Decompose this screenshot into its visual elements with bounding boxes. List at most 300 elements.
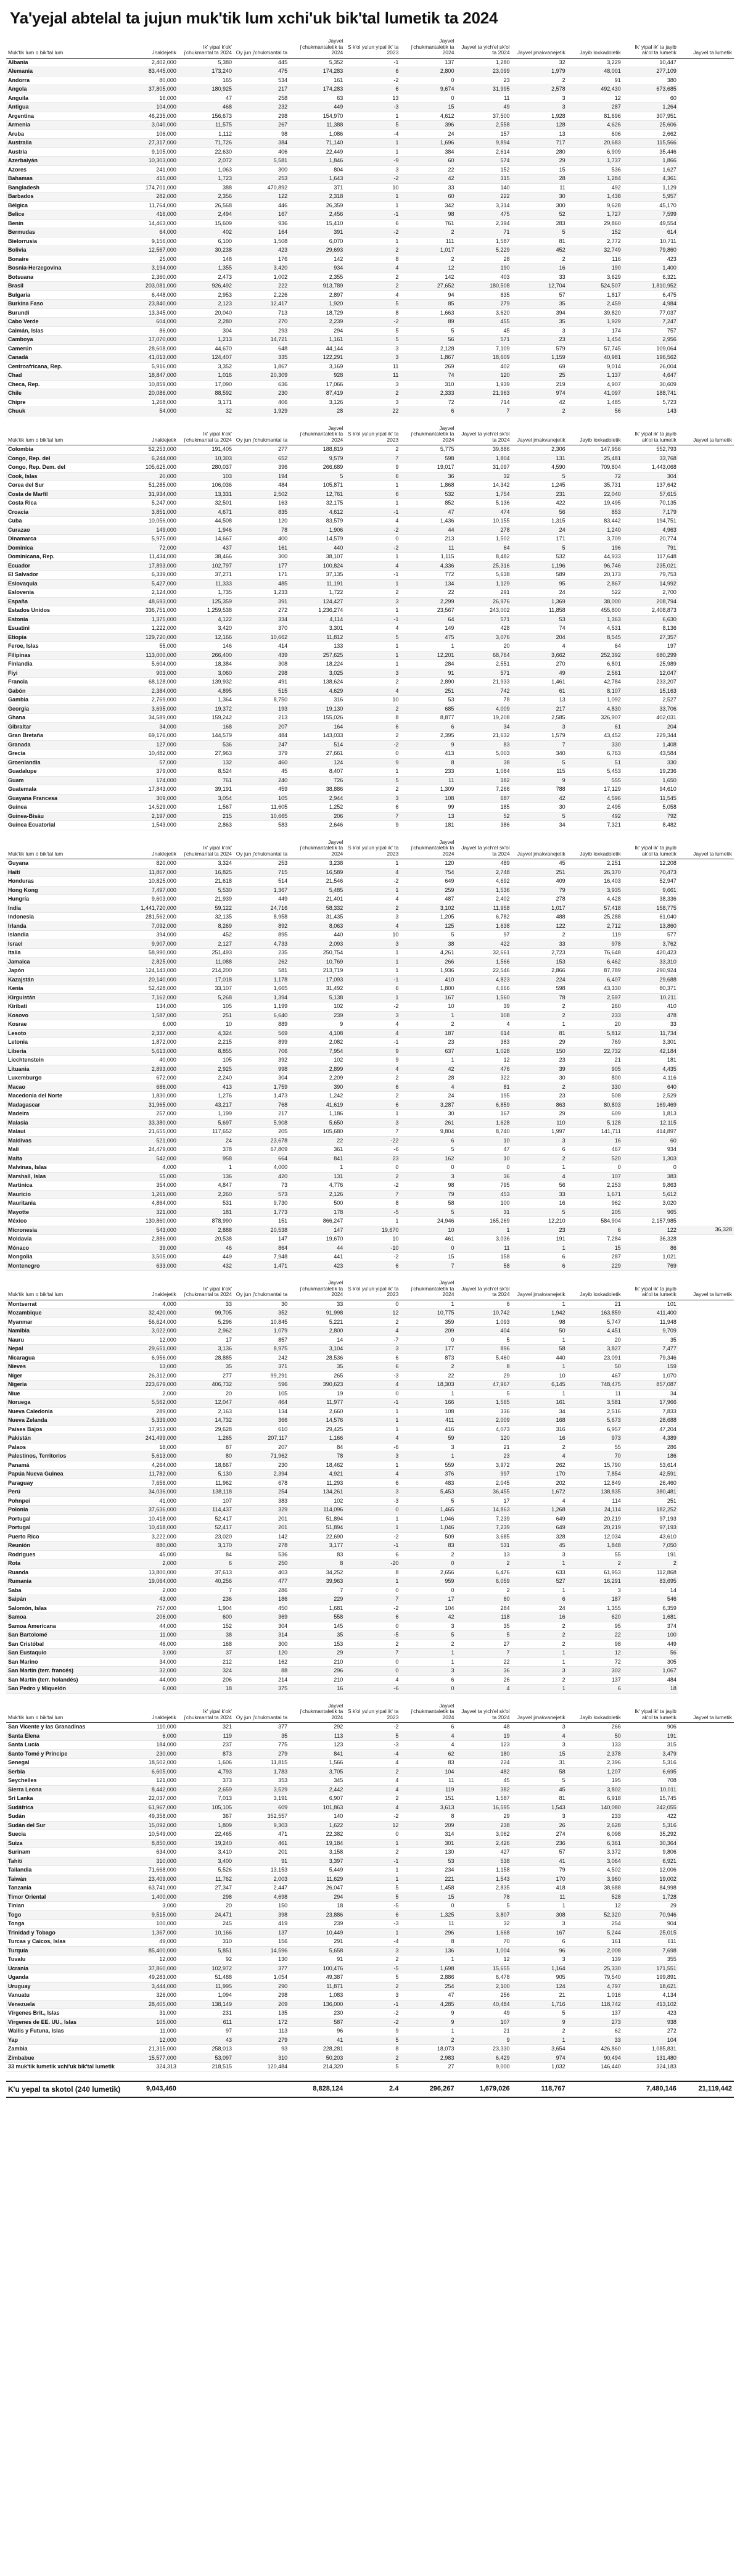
table-cell: 514 bbox=[234, 877, 289, 886]
table-cell: 1,904 bbox=[178, 1604, 234, 1613]
table-cell: 113,000,000 bbox=[123, 651, 178, 660]
table-cell: 8 bbox=[345, 308, 400, 318]
country-name: Vanuatu bbox=[6, 1991, 123, 2000]
table-cell: 251 bbox=[400, 687, 456, 696]
table-row bbox=[6, 192, 734, 202]
country-name: Colombia bbox=[6, 445, 123, 455]
table-cell: 1,728 bbox=[623, 1893, 678, 1902]
table-row bbox=[6, 1803, 734, 1812]
table-cell: 20 bbox=[178, 1389, 234, 1398]
table-cell: 3,025 bbox=[289, 669, 345, 678]
table-cell: 171 bbox=[512, 535, 567, 544]
table-cell: 4,000 bbox=[123, 1163, 178, 1173]
table-cell: 278 bbox=[512, 895, 567, 904]
table-cell: 5,244 bbox=[567, 1928, 623, 1938]
table-cell: 287 bbox=[567, 103, 623, 112]
table-cell: 47 bbox=[456, 1146, 511, 1155]
table-cell: 1 bbox=[512, 1902, 567, 1911]
table-cell: 52,947 bbox=[623, 877, 678, 886]
table-row bbox=[6, 398, 734, 407]
table-cell: 289,000 bbox=[123, 1407, 178, 1416]
table-cell: 11,191 bbox=[289, 579, 345, 588]
table-cell: 35,446 bbox=[623, 147, 678, 157]
table-cell: 1,252 bbox=[289, 803, 345, 812]
table-cell: 55,000 bbox=[123, 642, 178, 651]
table-cell: 406 bbox=[234, 147, 289, 157]
table-cell: 120 bbox=[400, 859, 456, 869]
table-cell: 16,589 bbox=[289, 868, 345, 877]
table-cell: 5,851 bbox=[178, 1946, 234, 1955]
table-cell: 100 bbox=[623, 1631, 678, 1640]
table-cell: -5 bbox=[345, 1208, 400, 1217]
table-cell: 8,407 bbox=[289, 767, 345, 777]
table-cell: 16 bbox=[567, 1136, 623, 1146]
country-name: Tailandia bbox=[6, 1866, 123, 1875]
table-cell: 1,129 bbox=[456, 579, 511, 588]
table-cell: 1,408 bbox=[623, 740, 678, 749]
table-row bbox=[6, 380, 734, 389]
table-cell: 4 bbox=[345, 624, 400, 634]
table-cell: 609 bbox=[567, 1110, 623, 1119]
table-cell: 352,557 bbox=[234, 1812, 289, 1822]
table-cell: 3 bbox=[512, 1920, 567, 1929]
country-name: Mauritania bbox=[6, 1199, 123, 1208]
table-cell: -2 bbox=[345, 1604, 400, 1613]
table-cell: 2,863 bbox=[178, 821, 234, 830]
column-header: Jayvel j'chukmantaletik ta 2024 bbox=[400, 1279, 456, 1300]
country-name: Timor Oriental bbox=[6, 1893, 123, 1902]
table-cell: 167 bbox=[456, 1110, 511, 1119]
table-row bbox=[6, 1496, 734, 1506]
table-cell: 119 bbox=[567, 931, 623, 940]
table-cell: 377 bbox=[234, 1964, 289, 1973]
table-cell: 1 bbox=[345, 201, 400, 210]
table-cell: 978 bbox=[567, 939, 623, 949]
table-cell: 310,000 bbox=[123, 1857, 178, 1866]
table-row bbox=[6, 1389, 734, 1398]
table-cell: 22 bbox=[567, 1631, 623, 1640]
table-cell: 16,291 bbox=[567, 1577, 623, 1587]
table-cell: 233 bbox=[400, 767, 456, 777]
table-cell: 195 bbox=[567, 1777, 623, 1786]
table-cell: 26,460 bbox=[623, 1479, 678, 1488]
table-row bbox=[6, 975, 734, 985]
table-cell: 23,020 bbox=[178, 1532, 234, 1542]
table-cell: 156 bbox=[234, 1938, 289, 1947]
table-cell: 43,217 bbox=[178, 1100, 234, 1110]
table-cell: 80 bbox=[178, 1452, 234, 1461]
table-cell: 21,618 bbox=[178, 877, 234, 886]
table-cell: 905 bbox=[512, 1973, 567, 1983]
table-row bbox=[6, 740, 734, 749]
table-cell: 282,000 bbox=[123, 192, 178, 202]
table-cell: 98 bbox=[400, 1181, 456, 1191]
table-cell: 32,749 bbox=[567, 246, 623, 255]
table-cell: 97 bbox=[178, 2027, 234, 2036]
table-cell: -1 bbox=[345, 210, 400, 220]
table-cell: 45 bbox=[234, 767, 289, 777]
table-cell: 709,804 bbox=[567, 463, 623, 473]
table-cell: 9 bbox=[345, 1047, 400, 1056]
table-cell: 2 bbox=[400, 1363, 456, 1372]
table-cell: 452 bbox=[512, 246, 567, 255]
table-cell: 7 bbox=[345, 1595, 400, 1604]
country-name: Bulgaria bbox=[6, 291, 123, 300]
table-cell: 23 bbox=[456, 1452, 511, 1461]
table-cell: 455 bbox=[456, 318, 511, 327]
table-cell: 279 bbox=[234, 1749, 289, 1759]
table-cell: 100 bbox=[456, 1199, 511, 1208]
column-header: Jayib loxkadoletik bbox=[567, 38, 623, 58]
table-cell: 44,508 bbox=[178, 517, 234, 526]
table-cell: 5,975,000 bbox=[123, 535, 178, 544]
table-cell: 31 bbox=[512, 1759, 567, 1768]
country-name: Guyana bbox=[6, 859, 123, 869]
table-cell: 0 bbox=[400, 1244, 456, 1253]
table-cell: 12,006 bbox=[623, 1866, 678, 1875]
table-cell: 1,942 bbox=[512, 1309, 567, 1318]
table-cell: 420,423 bbox=[623, 949, 678, 958]
table-cell: 3 bbox=[345, 1488, 400, 1497]
table-cell: 1 bbox=[345, 237, 400, 246]
table-cell: 449 bbox=[289, 103, 345, 112]
table-cell: 30,238 bbox=[178, 246, 234, 255]
table-cell: 2,502 bbox=[234, 490, 289, 499]
country-name: Andorra bbox=[6, 76, 123, 85]
table-cell: 310 bbox=[234, 2054, 289, 2063]
table-cell: 4 bbox=[345, 1803, 400, 1812]
table-cell: -10 bbox=[345, 1244, 400, 1253]
table-cell: 2,867 bbox=[567, 579, 623, 588]
table-cell: 5,581 bbox=[234, 157, 289, 166]
table-cell: 15 bbox=[512, 1749, 567, 1759]
table-row bbox=[6, 1964, 734, 1973]
table-cell: 614 bbox=[456, 1029, 511, 1038]
country-name: Vírgenes de EE. UU., Islas bbox=[6, 2018, 123, 2027]
table-cell: 906 bbox=[623, 1723, 678, 1732]
table-cell: 26,976 bbox=[456, 597, 511, 606]
table-cell: 7,013 bbox=[178, 1794, 234, 1804]
table-row bbox=[6, 1938, 734, 1947]
table-cell: 316 bbox=[289, 696, 345, 705]
table-cell: 4,009 bbox=[456, 704, 511, 714]
country-name: Maldivas bbox=[6, 1136, 123, 1146]
country-name: Kiribati bbox=[6, 1002, 123, 1012]
table-cell: 3,324 bbox=[178, 859, 234, 869]
table-cell: 150 bbox=[234, 1902, 289, 1911]
table-cell: 0 bbox=[567, 1163, 623, 1173]
table-cell: 1,783 bbox=[234, 1767, 289, 1777]
table-cell: 2 bbox=[512, 931, 567, 940]
table-cell: 11,088 bbox=[178, 957, 234, 967]
table-cell: 1,284 bbox=[567, 175, 623, 184]
table-cell: 12,034 bbox=[567, 1532, 623, 1542]
table-cell: 10 bbox=[345, 931, 400, 940]
table-cell: 3,705 bbox=[289, 1767, 345, 1777]
table-cell: 240 bbox=[234, 776, 289, 785]
table-cell: 2,378 bbox=[567, 1749, 623, 1759]
table-cell: 12,000 bbox=[123, 1955, 178, 1965]
table-cell: 3,807 bbox=[456, 1910, 511, 1920]
table-cell: 2 bbox=[345, 1640, 400, 1649]
table-cell: 71,726 bbox=[178, 139, 234, 148]
table-cell: 279 bbox=[234, 2036, 289, 2045]
table-cell: 2,100 bbox=[456, 1982, 511, 1991]
table-cell: 873 bbox=[178, 1749, 234, 1759]
table-cell: 2 bbox=[345, 1794, 400, 1804]
country-name: Luxemburgo bbox=[6, 1074, 123, 1083]
table-cell: 10 bbox=[345, 1235, 400, 1244]
table-cell: 258,013 bbox=[178, 2045, 234, 2054]
table-cell: 247 bbox=[234, 740, 289, 749]
table-cell: 253 bbox=[234, 859, 289, 869]
table-cell: 400 bbox=[234, 535, 289, 544]
table-cell: 1,997 bbox=[512, 1128, 567, 1137]
country-name: Letonia bbox=[6, 1038, 123, 1047]
table-cell: 0 bbox=[400, 1685, 456, 1694]
table-cell: 5 bbox=[345, 1732, 400, 1741]
table-cell: 1 bbox=[345, 967, 400, 976]
table-cell: 379 bbox=[234, 749, 289, 759]
country-name: Palestinos, Territorios bbox=[6, 1452, 123, 1461]
table-cell: 330 bbox=[567, 1083, 623, 1092]
country-name: Paraguay bbox=[6, 1479, 123, 1488]
table-cell: 342 bbox=[400, 201, 456, 210]
table-cell: 270 bbox=[512, 660, 567, 669]
table-cell: 2 bbox=[345, 785, 400, 795]
table-cell: 3 bbox=[345, 1452, 400, 1461]
table-cell: 33 bbox=[567, 2036, 623, 2045]
table-row bbox=[6, 210, 734, 220]
table-cell: 20,000 bbox=[123, 472, 178, 481]
table-cell: 296 bbox=[289, 1667, 345, 1676]
table-cell: 168 bbox=[512, 1416, 567, 1426]
table-cell: 96 bbox=[512, 1946, 567, 1955]
table-cell: 24,114 bbox=[567, 1506, 623, 1515]
table-cell: 70,135 bbox=[623, 499, 678, 508]
table-cell: 193 bbox=[234, 704, 289, 714]
table-cell: 50 bbox=[567, 1363, 623, 1372]
table-cell: 1,161 bbox=[289, 336, 345, 345]
table-cell: 32,000 bbox=[123, 1667, 178, 1676]
country-name: Vírgenes Brit., Islas bbox=[6, 2009, 123, 2018]
table-row bbox=[6, 868, 734, 877]
table-cell: 422 bbox=[456, 939, 511, 949]
table-cell: 108 bbox=[400, 794, 456, 803]
table-cell: 33,107 bbox=[178, 985, 234, 994]
column-header: Ik' yipal k'ok' j'chukmantal ta 2024 bbox=[178, 38, 234, 58]
table-cell: 9,303 bbox=[234, 1821, 289, 1830]
table-cell: 115 bbox=[512, 767, 567, 777]
table-cell: 10 bbox=[512, 1371, 567, 1381]
table-cell: 46,000 bbox=[123, 1640, 178, 1649]
table-cell: 2,360,000 bbox=[123, 273, 178, 282]
table-cell: 41 bbox=[289, 2036, 345, 2045]
table-row bbox=[6, 1524, 734, 1533]
table-cell: 1,643 bbox=[289, 175, 345, 184]
table-cell: 546 bbox=[623, 1595, 678, 1604]
table-row bbox=[6, 1128, 734, 1137]
table-cell: 9,894 bbox=[456, 139, 511, 148]
country-name: Barbados bbox=[6, 192, 123, 202]
table-cell: 11,629 bbox=[289, 1875, 345, 1884]
table-cell: 3,352 bbox=[178, 362, 234, 371]
table-cell: 5 bbox=[345, 326, 400, 336]
table-row bbox=[6, 58, 734, 67]
table-row bbox=[6, 597, 734, 606]
table-cell: 1,906 bbox=[289, 526, 345, 535]
table-cell: 1,063 bbox=[178, 165, 234, 175]
country-name: Lesoto bbox=[6, 1029, 123, 1038]
table-cell: 3,076 bbox=[456, 633, 511, 642]
table-cell: 4,984 bbox=[623, 300, 678, 309]
table-cell: 10,449 bbox=[289, 1928, 345, 1938]
table-cell: 374 bbox=[623, 1622, 678, 1631]
table-cell: 5,530 bbox=[178, 886, 234, 895]
table-cell: 251 bbox=[178, 1011, 234, 1020]
table-cell: 18,073 bbox=[400, 2045, 456, 2054]
table-cell: 27 bbox=[456, 1640, 511, 1649]
table-cell: 20 bbox=[456, 642, 511, 651]
table-cell: 5,138 bbox=[289, 993, 345, 1002]
column-header: Jayvel j'chukmantaletik ta 2024 bbox=[400, 1703, 456, 1723]
table-row bbox=[6, 326, 734, 336]
table-cell: 234 bbox=[400, 1866, 456, 1875]
table-cell: 96,746 bbox=[567, 561, 623, 571]
table-cell: 134 bbox=[234, 1407, 289, 1416]
table-cell: 4,531 bbox=[567, 624, 623, 634]
table-cell: 413 bbox=[178, 1083, 234, 1092]
table-cell: 49,000 bbox=[123, 1938, 178, 1947]
table-cell: 21 bbox=[456, 1443, 511, 1452]
table-cell: 4,324 bbox=[178, 1029, 234, 1038]
table-cell: 394,000 bbox=[123, 931, 178, 940]
table-cell: 2,215 bbox=[178, 1038, 234, 1047]
table-cell: 58 bbox=[400, 1199, 456, 1208]
table-cell: 105 bbox=[178, 1002, 234, 1012]
table-cell: 581 bbox=[234, 967, 289, 976]
table-row bbox=[6, 472, 734, 481]
table-cell: 37,135 bbox=[289, 571, 345, 580]
table-cell: 91 bbox=[289, 1955, 345, 1965]
table-cell: 5,003 bbox=[456, 749, 511, 759]
table-cell: 23,409,000 bbox=[123, 1875, 178, 1884]
table-cell: 6 bbox=[345, 1363, 400, 1372]
table-cell: 143,033 bbox=[289, 732, 345, 741]
table-cell: 139 bbox=[567, 1955, 623, 1965]
table-cell: 91 bbox=[234, 1857, 289, 1866]
table-cell: 224 bbox=[512, 975, 567, 985]
table-cell: 31,435 bbox=[289, 913, 345, 922]
table-cell: 230 bbox=[234, 1461, 289, 1470]
table-cell: 1 bbox=[400, 1955, 456, 1965]
table-cell: 62 bbox=[567, 2027, 623, 2036]
table-cell: 39,886 bbox=[456, 445, 511, 455]
table-cell: 29 bbox=[512, 157, 567, 166]
table-cell: 16,403 bbox=[567, 877, 623, 886]
table-cell: 105,625,000 bbox=[123, 463, 178, 473]
table-cell: 2,886 bbox=[400, 1973, 456, 1983]
table-cell: 2,093 bbox=[289, 939, 345, 949]
table-cell: 261 bbox=[400, 1118, 456, 1128]
table-cell: 17 bbox=[400, 1595, 456, 1604]
table-cell: 17,018 bbox=[178, 975, 234, 985]
country-name: Panamá bbox=[6, 1461, 123, 1470]
table-cell: 105 bbox=[234, 1389, 289, 1398]
table-cell: 147 bbox=[289, 1226, 345, 1235]
table-cell: 2,495 bbox=[567, 803, 623, 812]
table-cell: 217 bbox=[234, 85, 289, 94]
table-cell: 9,674 bbox=[400, 85, 456, 94]
table-cell: 38,886 bbox=[289, 785, 345, 795]
table-cell: 1 bbox=[345, 1461, 400, 1470]
table-cell: 22,449 bbox=[289, 147, 345, 157]
table-cell: 38,000 bbox=[567, 597, 623, 606]
table-cell: 270 bbox=[234, 318, 289, 327]
table-cell: 3 bbox=[512, 103, 567, 112]
table-cell: 137 bbox=[567, 1675, 623, 1685]
table-cell: 1,868 bbox=[400, 481, 456, 490]
table-cell: 131,480 bbox=[623, 2054, 678, 2063]
table-cell: 1,186 bbox=[289, 1110, 345, 1119]
table-cell: 5,316 bbox=[623, 1821, 678, 1830]
table-cell: 355 bbox=[623, 1955, 678, 1965]
table-cell: 3,372 bbox=[567, 1848, 623, 1857]
table-cell: 1,606 bbox=[178, 1759, 234, 1768]
table-row bbox=[6, 273, 734, 282]
table-cell: 5,812 bbox=[567, 1029, 623, 1038]
table-cell: 6 bbox=[345, 1613, 400, 1622]
table-cell: 610 bbox=[234, 1425, 289, 1434]
table-cell: 6 bbox=[345, 722, 400, 732]
table-cell: 72 bbox=[400, 398, 456, 407]
country-name: Jamaica bbox=[6, 957, 123, 967]
table-cell: 120 bbox=[234, 1649, 289, 1658]
country-name: Suiza bbox=[6, 1839, 123, 1848]
country-name: Dominicana, Rep. bbox=[6, 553, 123, 562]
table-cell: 203,081,000 bbox=[123, 282, 178, 291]
table-row bbox=[6, 1038, 734, 1047]
table-cell: 0 bbox=[345, 1300, 400, 1309]
table-cell: 33 bbox=[623, 1020, 678, 1030]
table-row bbox=[6, 246, 734, 255]
table-cell: 16,000 bbox=[123, 94, 178, 103]
table-cell: 38,336 bbox=[623, 895, 678, 904]
table-cell: 974 bbox=[512, 389, 567, 398]
table-cell: 284 bbox=[456, 1604, 511, 1613]
table-section bbox=[6, 1703, 734, 2072]
table-cell: 1,696 bbox=[400, 139, 456, 148]
table-cell: 3,064 bbox=[567, 1857, 623, 1866]
table-cell: 6 bbox=[512, 1595, 567, 1604]
table-cell: 1,560 bbox=[456, 993, 511, 1002]
table-cell: 583 bbox=[234, 821, 289, 830]
table-row bbox=[6, 624, 734, 634]
table-cell: 145 bbox=[289, 1622, 345, 1631]
table-cell: 4,963 bbox=[623, 526, 678, 535]
country-name: Nicaragua bbox=[6, 1353, 123, 1363]
table-cell: 129,720,000 bbox=[123, 633, 178, 642]
table-cell: 1,473 bbox=[234, 1092, 289, 1101]
table-cell: 95 bbox=[567, 1622, 623, 1631]
table-cell: 34 bbox=[512, 1407, 567, 1416]
table-cell: 1,159 bbox=[512, 353, 567, 363]
table-cell: 913,789 bbox=[289, 282, 345, 291]
table-cell: 18,000 bbox=[123, 1443, 178, 1452]
table-cell: 115,566 bbox=[623, 139, 678, 148]
table-cell: 4 bbox=[345, 922, 400, 931]
table-cell: 14,992 bbox=[623, 579, 678, 588]
